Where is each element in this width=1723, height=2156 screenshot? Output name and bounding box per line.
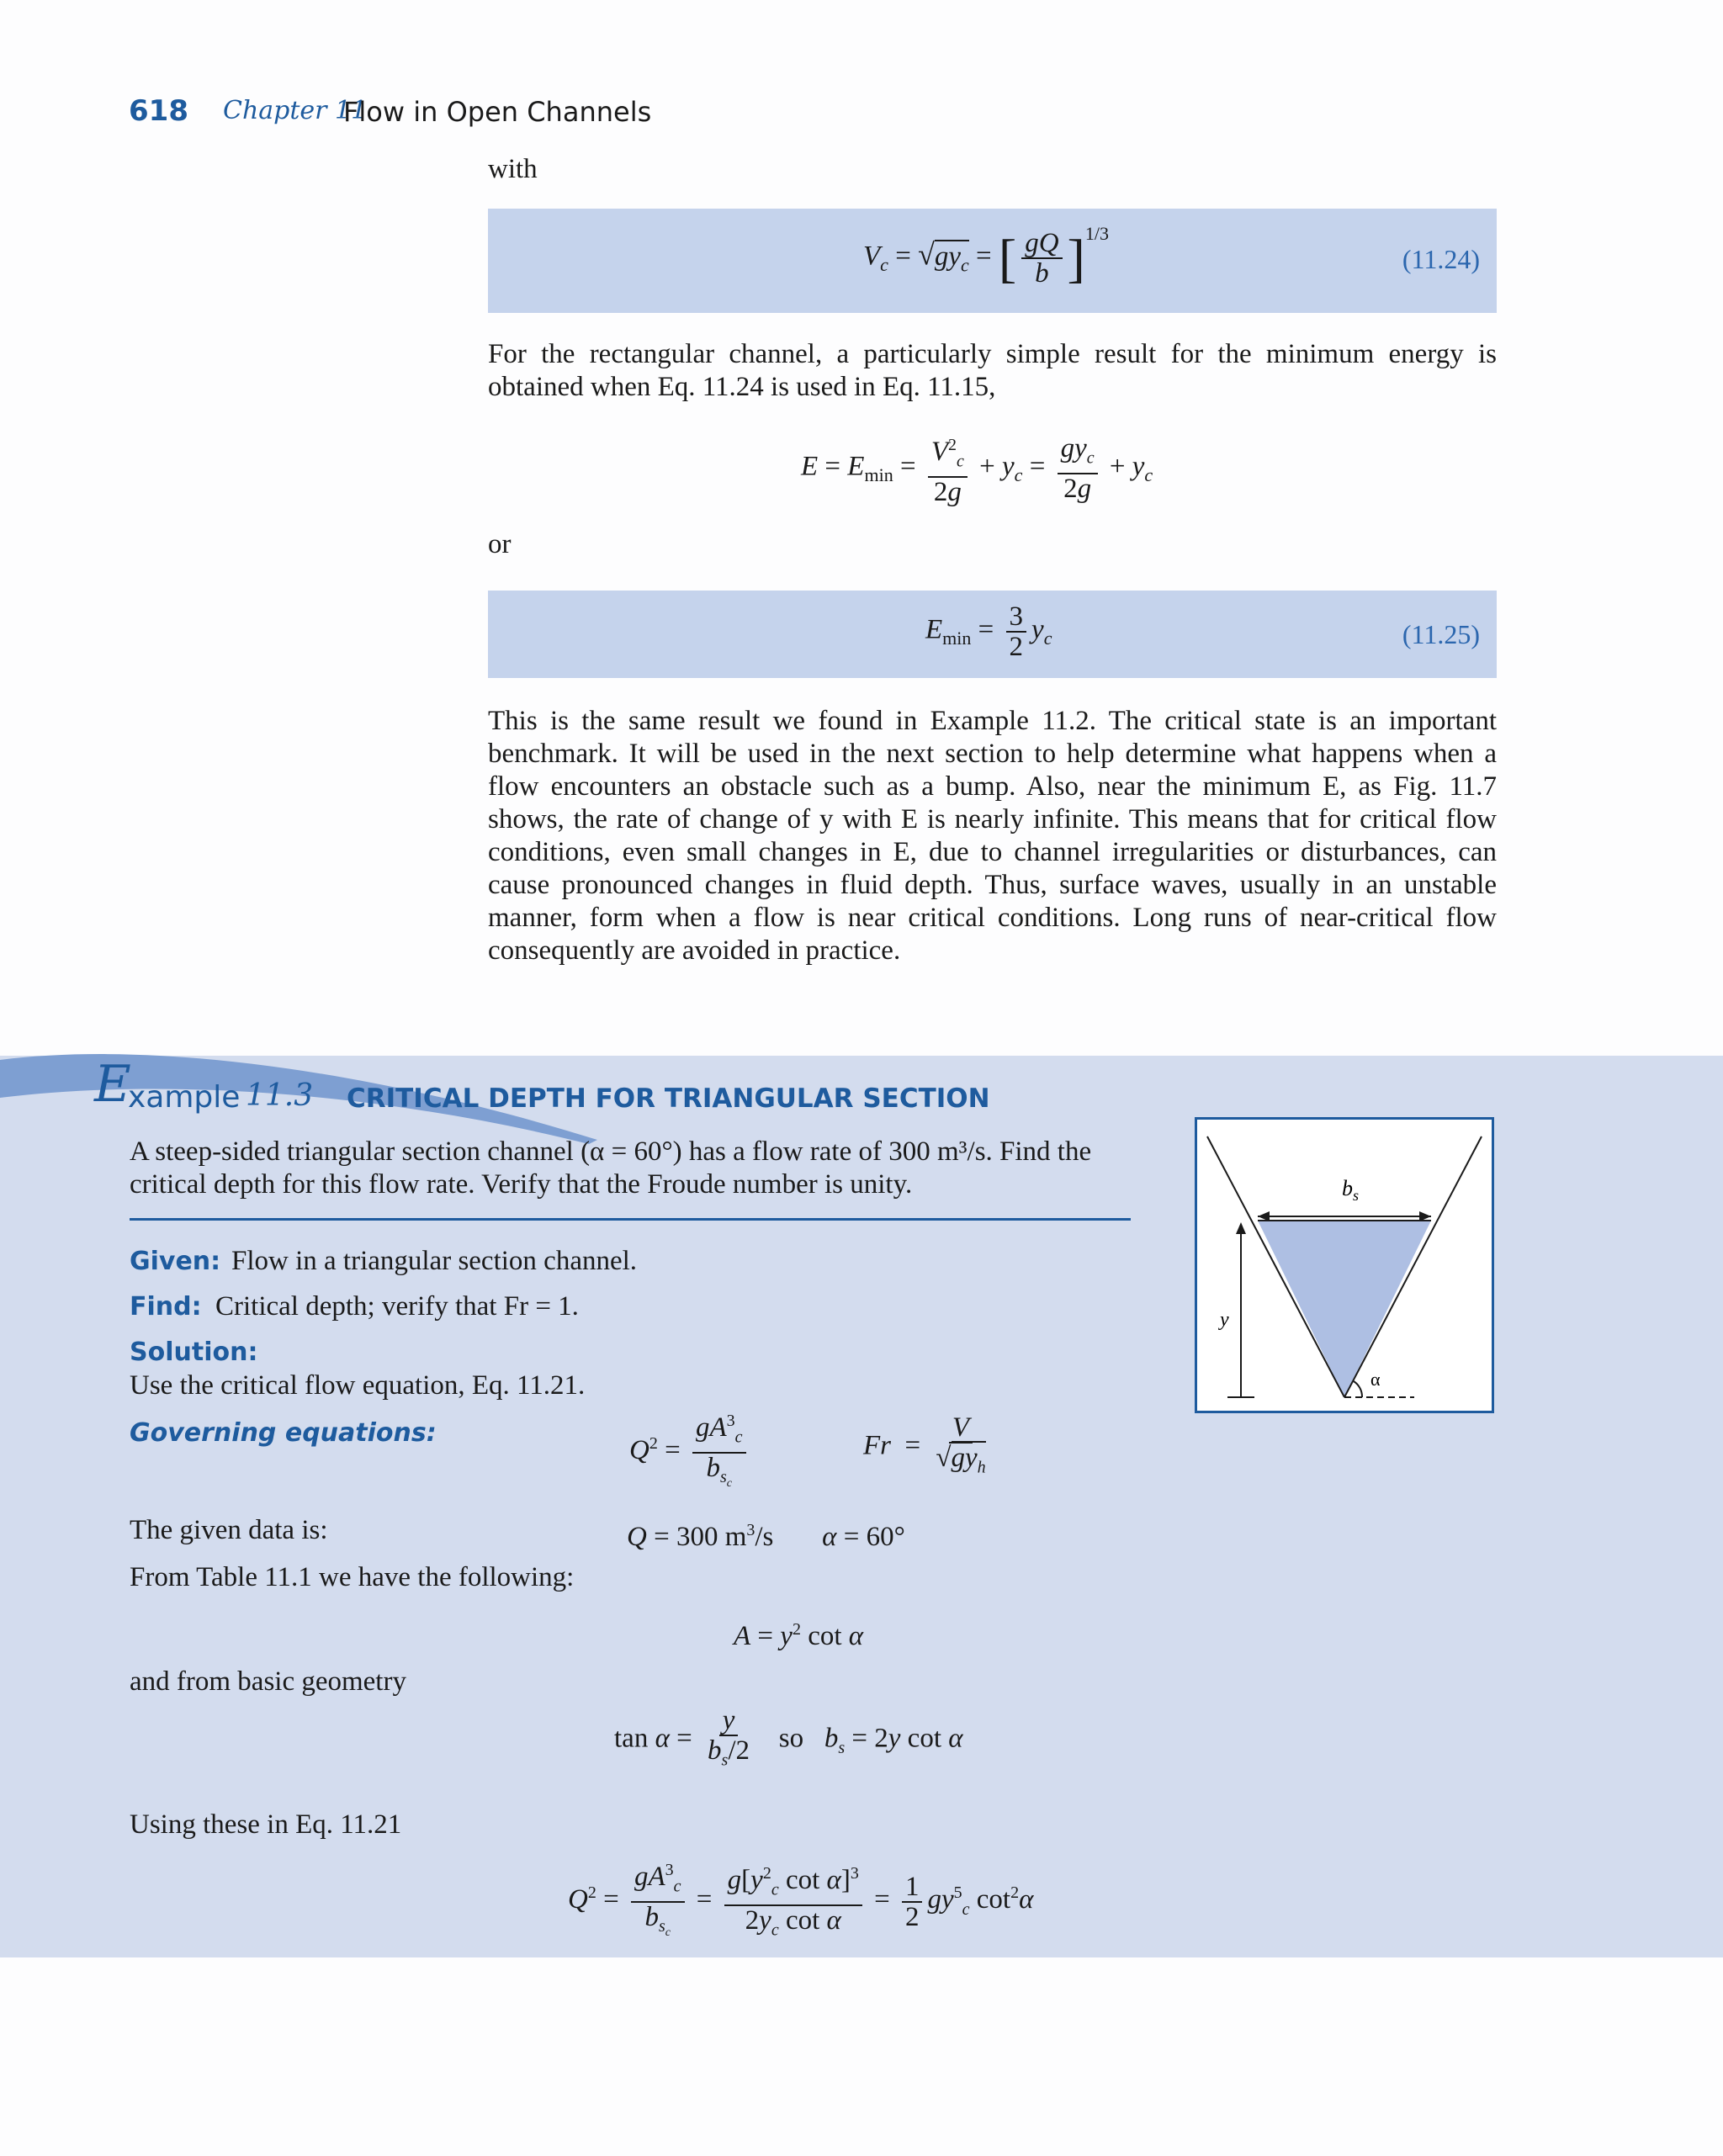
governing-label: Governing equations: (130, 1418, 437, 1448)
chapter-label: Chapter 11 (223, 96, 368, 125)
label-y: y (1220, 1309, 1229, 1331)
example-number: 11.3 (246, 1078, 314, 1113)
alpha-arc (1354, 1381, 1362, 1397)
example-title: CRITICAL DEPTH FOR TRIANGULAR SECTION (347, 1083, 990, 1114)
equation-froude: Fr = $\frac{V}{√gy_h}$ (863, 1412, 986, 1477)
paragraph-2: This is the same result we found in Example 11.2. The critical state is an important benchmark. It will be used in the next section to help determine what happens when a flow encounters an obstacle such as a bump. Also, near the minimum E, as Fig. 11.7 shows, the rate of change of y with E is nearly infinite. This means that for critical flow conditions, even small changes in E, due to channel irregularities or disturbances, can cause pronounced changes in fluid depth. Thus, surface waves, usually in an unstable manner, form when a flow is near critical conditions. Long runs of near-critical flow consequently are avoided in practice. (488, 706, 1497, 966)
given-label: Given: (130, 1247, 221, 1276)
equation-number-11-24: (11.24) (1402, 244, 1480, 274)
chapter-title: Flow in Open Channels (343, 96, 652, 128)
label-bs: $b_s$ (1342, 1176, 1360, 1204)
example-divider (130, 1218, 1131, 1221)
find-text: Critical depth; verify that Fr = 1. (215, 1291, 579, 1322)
paragraph-1: For the rectangular channel, a particularly simple result for the minimum energy is obtained when Eq. 11.24 is used in Eq. 11.15, (488, 339, 1497, 402)
label-alpha: α (1370, 1369, 1381, 1390)
equation-q-squared: $Q^2$ = $\frac{gA^3_c}{b_{s_c}}$ (629, 1406, 751, 1498)
equation-11-25: $E_{min}$ = $\frac{3}{2}$ $y_c$ (925, 601, 1052, 662)
equation-given-data: Q = 300 $m^3/s$ α = 60° (627, 1521, 905, 1552)
example-statement: A steep-sided triangular section channel (α = 60°) has a flow rate of 300 m³/s. Find the critical depth for this flow rate. Verify that the Froude number is unity. (130, 1136, 1092, 1200)
example-label: xample (128, 1080, 241, 1115)
from-geometry-text: and from basic geometry (130, 1666, 406, 1697)
equation-final: $Q^2$ = $\frac{gA^3_c}{b_{s_c}}$ = $\frac{g[y^2_c \cot \alpha]^3}{2y_c \cot \alpha}$ = $\frac{1}{2}$ $gy^5_c$ $\cot^2\alpha$ (568, 1856, 1033, 1947)
text-with: with (488, 154, 538, 184)
triangular-channel-figure (1195, 1117, 1494, 1413)
using-these-text: Using these in Eq. 11.21 (130, 1809, 402, 1840)
example-big-e: E (94, 1055, 131, 1114)
channel-diagram (1197, 1120, 1492, 1411)
solution-label: Solution: (130, 1338, 258, 1367)
equation-emin: $E = E_{min}$ = $\frac{V^2_c}{2g}$ + $y_c$ = $\frac{gy_c}{2g}$ + $y_c$ (801, 431, 1153, 506)
equation-box-11-24 (488, 209, 1497, 313)
equation-area: $A = y^2$ cot α (734, 1620, 864, 1651)
equation-number-11-25: (11.25) (1402, 619, 1480, 649)
so-word: so (778, 1723, 804, 1754)
from-table-text: From Table 11.1 we have the following: (130, 1562, 575, 1592)
given-text: Flow in a triangular section channel. (231, 1246, 638, 1276)
equation-11-24: $V_c = √gy_c$ = [ $\frac{gQ}{b}$ ]$^{1/3}$ (863, 222, 1109, 289)
y-arrow-up (1236, 1222, 1246, 1234)
equation-tan-alpha: tan α = $\frac{y}{b_s/2}$ so $b_s = 2y$ cot α (614, 1705, 963, 1770)
page-number: 618 (129, 94, 188, 128)
solution-text: Use the critical flow equation, Eq. 11.21. (130, 1370, 586, 1401)
equation-box-11-25 (488, 591, 1497, 678)
given-data-text: The given data is: (130, 1515, 328, 1545)
text-or: or (488, 529, 512, 559)
find-label: Find: (130, 1292, 202, 1322)
